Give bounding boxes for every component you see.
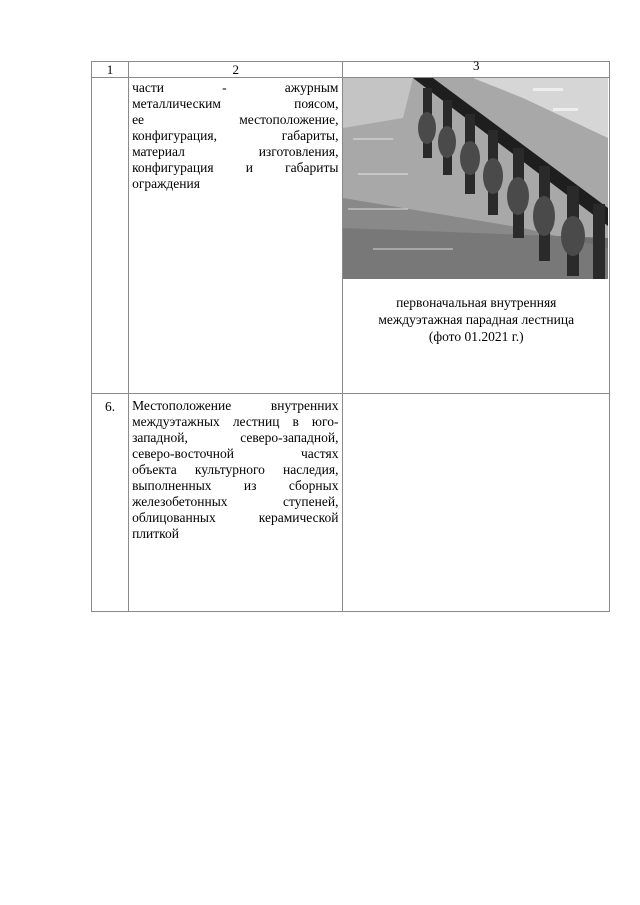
table-row <box>92 394 610 612</box>
header-label-3: 3 <box>472 58 480 73</box>
caption-line: междуэтажная парадная лестница <box>378 312 575 327</box>
photo-caption <box>343 294 609 345</box>
header-cell-3 <box>343 58 610 78</box>
description-line: западной, северо-западной, <box>132 430 339 445</box>
description-line: конфигурация, габариты, <box>132 128 339 143</box>
table-row <box>92 78 610 394</box>
row-number <box>92 78 129 394</box>
caption-line: первоначальная внутренняя <box>396 295 557 310</box>
document-table <box>91 58 610 612</box>
description-line: северо-восточной частях <box>132 446 339 461</box>
caption-line: (фото 01.2021 г.) <box>428 329 524 344</box>
staircase-photo-icon <box>343 78 608 279</box>
description-line: объекта культурного наследия, <box>132 462 339 477</box>
description-line: конфигурация и габариты <box>132 160 339 175</box>
description-line: части - ажурным <box>132 80 339 95</box>
header-label-1: 1 <box>106 62 114 77</box>
description-line: ограждения <box>132 176 200 191</box>
row-description <box>129 78 343 394</box>
description-line: железобетонных ступеней, <box>132 494 339 509</box>
description-line: Местоположение внутренних <box>132 398 339 413</box>
description-line: облицованных керамической <box>132 510 339 525</box>
photo-cell <box>343 78 610 394</box>
header-cell-1 <box>92 62 129 78</box>
empty-cell <box>343 394 610 612</box>
header-cell-2 <box>129 62 343 78</box>
header-label-2: 2 <box>232 62 240 77</box>
description-line: материал изготовления, <box>132 144 339 159</box>
description-line: междуэтажных лестниц в юго- <box>132 414 339 429</box>
row-number: 6. <box>92 394 129 612</box>
description-line: выполненных из сборных <box>132 478 339 493</box>
description-line: плиткой <box>132 526 179 541</box>
description-line: ее местоположение, <box>132 112 339 127</box>
row-description <box>129 394 343 612</box>
description-line: металлическим поясом, <box>132 96 339 111</box>
header-row <box>92 62 610 78</box>
